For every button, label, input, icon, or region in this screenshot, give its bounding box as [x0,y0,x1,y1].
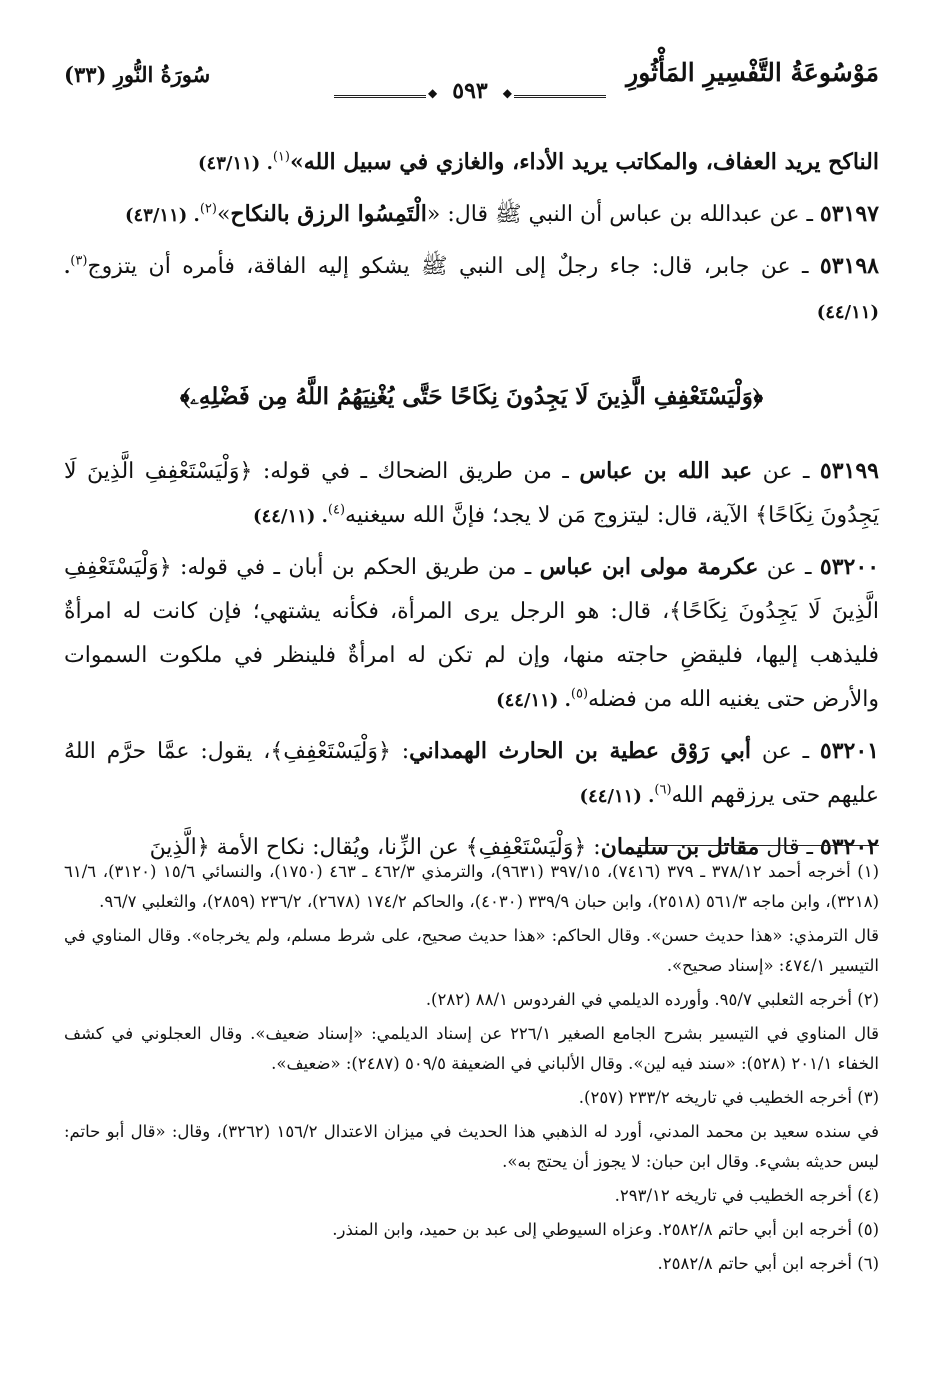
hadith-text: الْتَمِسُوا الرزق بالنكاح [230,201,427,227]
narration-text: ـ عن [758,555,820,580]
footnote-marker: (١) [272,149,290,165]
surah-label: سُورَةُ النُّورِ (٣٣) [64,62,211,87]
ornament-rule-left [334,95,426,98]
narrator-name: أبي رَوْق عطية بن الحارث الهمداني [409,738,751,764]
narration-53197 [64,192,879,238]
paragraph-continuation [64,140,879,186]
footnote-3-comment: في سنده سعيد بن محمد المدني، أورد له الذهبي هذا الحديث في ميزان الاعتدال ١٥٦/٢ (٣٢٦٢)، وقال: «قال أبو حاتم: ليس حديثه بشيء. وقال ابن حبان: لا يجوز أن يحتج به». [64,1122,880,1171]
footnote-3: (٣) أخرجه الخطيب في تاريخه ٢٣٣/٢ (٢٥٧). [578,1088,879,1107]
narrator-name: عبد الله بن عباس [579,458,753,484]
ornament-diamond-right-icon: ◆ [502,86,512,100]
page-number-ornament [334,78,606,108]
narration-text-end: » [216,202,231,227]
ornament-diamond-left-icon: ◆ [428,86,438,100]
narration-53201 [64,729,879,819]
footnote-marker: (٥) [570,686,589,702]
narration-number: ٥٣٢٠٢ [819,834,879,860]
hadith-text: الناكح يريد العفاف، والمكاتب يريد الأداء، والغازي في سبيل الله» [289,149,879,175]
narration-text-end: : ﴿وَلْيَسْتَعْفِفِ﴾ عن الزِّنا، ويُقال: نكاح الأمة ﴿الَّذِينَ [149,835,601,860]
footnote-6: (٦) أخرجه ابن أبي حاتم ٢٥٨٢/٨. [657,1254,879,1273]
narration-number: ٥٣١٩٨ [819,253,879,279]
footnote-1-comment: قال الترمذي: «هذا حديث حسن». وقال الحاكم: «هذا حديث صحيح، على شرط مسلم، ولم يخرجاه». وقال المناوي في التيسير ٤٧٤/١: «إسناد صحيح». [64,926,879,975]
narrator-name: مقاتل بن سليمان [600,834,760,860]
narration-text: ـ عن [751,739,820,764]
footnote-2-comment: قال المناوي في التيسير بشرح الجامع الصغير ٢٢٦/١ عن إسناد الديلمي: «إسناد ضعيف». وقال العجلوني في كشف الخفاء ٢٠١/١ (٥٢٨): «سند فيه لين». وقال الألباني في الضعيفة ٥٠٩/٥ (٢٤٨٧): «ضعيف». [64,1024,880,1073]
page-number: ٥٩٣ [452,78,488,104]
footnote-1: (١) أخرجه أحمد ٣٧٨/١٢ ـ ٣٧٩ (٧٤١٦)، ٣٩٧/١٥ (٩٦٣١)، والترمذي ٤٦٢/٣ ـ ٤٦٣ (١٧٥٠)، والنسائي ١٥/٦ (٣١٢٠)، ٦١/٦ (٣٢١٨)، وابن ماجه ٥٦١/٣ (٢٥١٨)، وابن حبان ٣٣٩/٩ (٤٠٣٠)، والحاكم ١٧٤/٢ (٢٦٧٨)، ٢٣٦/٢ (٢٨٥٩)، والثعلبي ٩٦/٧. [64,862,879,911]
narration-text: ـ عن عبدالله بن عباس أن النبي ﷺ قال: « [426,202,820,227]
narration-text: ـ عن جابر، قال: جاء رجلٌ إلى النبي ﷺ يشكو إليه الفاقة، فأمره أن يتزوج [87,254,820,279]
narration-53200 [64,545,879,723]
footnote-marker: (٣) [70,253,88,269]
book-title: مَوْسُوعَةُ التَّفْسِيرِ المَأْثُورِ [626,58,879,87]
footnote-5: (٥) أخرجه ابن أبي حاتم ٢٥٨٢/٨. وعزاه السيوطي إلى عبد بن حميد، وابن المنذر. [332,1220,879,1239]
footnote-marker: (٢) [199,201,217,217]
narration-text-end: : ﴿وَلْيَسْتَعْفِفِ﴾، يقول: عمَّا حرَّم اللهُ عليهم حتى يرزقهم الله [64,739,879,808]
footnotes [64,857,879,1279]
volume-reference: . (٤٣/١١) [198,153,273,174]
narration-text: ـ قال [759,835,820,860]
volume-reference: . (٤٤/١١) [579,786,655,807]
volume-reference: . (٤٤/١١) [64,257,879,323]
volume-reference: . (٤٤/١١) [496,690,571,711]
narration-number: ٥٣٢٠١ [819,738,879,764]
quran-verse-heading: ﴿وَلْيَسْتَعْفِفِ الَّذِينَ لَا يَجِدُونَ نِكَاحًا حَتَّى يُغْنِيَهُمُ اللَّهُ مِن فَضْلِهِۦ﴾ [179,383,764,410]
narration-53198 [64,244,879,335]
footnote-2: (٢) أخرجه الثعلبي ٩٥/٧. وأورده الديلمي في الفردوس ٨٨/١ (٢٨٢). [425,990,879,1009]
volume-reference: . (٤٤/١١) [253,506,328,527]
footnote-divider [639,845,879,846]
main-text [64,140,879,876]
narration-text-end: ـ من طريق الحكم بن أبان ـ في قوله: ﴿وَلْيَسْتَعْفِفِ الَّذِينَ لَا يَجِدُونَ نِكَاحًا﴾، قال: هو الرجل يرى المرأة، فكأنه يشتهي؛ فإن كانت له امرأةٌ فليذهب إليها، فليقضِ حاجته منها، وإن لم تكن له امرأةٌ فلينظر في ملكوت السموات والأرض حتى يغنيه الله من فضله [64,555,879,712]
narration-text: ـ عن [752,459,820,484]
volume-reference: . (٤٣/١١) [124,205,200,226]
narration-number: ٥٣١٩٧ [819,201,879,227]
footnote-marker: (٦) [654,782,672,798]
narration-number: ٥٣١٩٩ [819,458,879,484]
narrator-name: عكرمة مولى ابن عباس [539,554,759,580]
running-header [64,58,879,102]
footnote-4: (٤) أخرجه الخطيب في تاريخه ٢٩٣/١٢. [614,1186,879,1205]
narration-text-end: ـ من طريق الضحاك ـ في قوله: ﴿وَلْيَسْتَعْفِفِ الَّذِينَ لَا يَجِدُونَ نِكَاحًا﴾ الآية، قال: ليتزوج مَن لا يجد؛ فإنَّ الله سيغنيه [64,459,879,528]
narration-53199 [64,449,879,539]
page [64,0,879,1382]
footnote-marker: (٤) [327,502,346,518]
narration-number: ٥٣٢٠٠ [819,554,880,580]
